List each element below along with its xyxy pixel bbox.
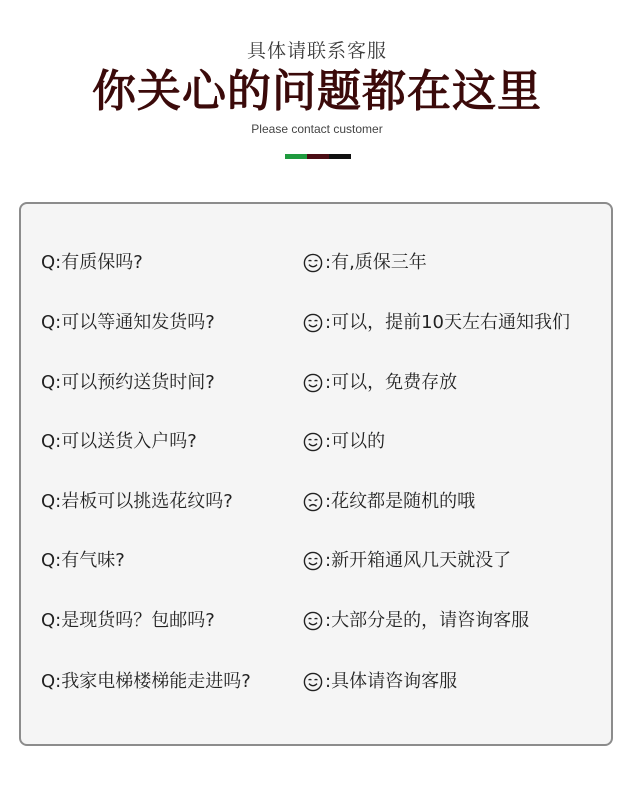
faq-question: Q:是现货吗？包邮吗? [41, 610, 215, 631]
smile-icon [303, 313, 323, 333]
smile-icon [303, 432, 323, 452]
faq-question: Q:可以预约送货时间? [41, 372, 215, 393]
faq-row [21, 427, 611, 457]
faq-answer [303, 546, 511, 576]
faq-answer [303, 427, 385, 457]
color-bar-maroon [307, 154, 329, 159]
faq-question: Q:可以送货入户吗? [41, 431, 197, 452]
faq-row [21, 368, 611, 398]
faq-row [21, 606, 611, 636]
smile-icon [303, 373, 323, 393]
faq-row [21, 546, 611, 576]
faq-answer-text: :可以的 [325, 431, 386, 452]
page-header [0, 0, 634, 190]
faq-answer [303, 667, 457, 697]
faq-answer-text: :具体请咨询客服 [325, 671, 458, 692]
smile-icon [303, 611, 323, 631]
faq-question: Q:岩板可以挑选花纹吗? [41, 491, 233, 512]
faq-question: Q:有质保吗? [41, 252, 143, 273]
faq-answer [303, 248, 427, 278]
faq-answer [303, 368, 457, 398]
faq-answer-text: :花纹都是随机的哦 [325, 491, 476, 512]
faq-answer-text: :新开箱通风几天就没了 [325, 550, 512, 571]
faq-question: Q:可以等通知发货吗? [41, 312, 215, 333]
smile-icon [303, 672, 323, 692]
faq-answer-text: :大部分是的，请咨询客服 [325, 610, 530, 631]
faq-answer-text: :可以，免费存放 [325, 372, 458, 393]
page-title: 你关心的问题都在这里 [92, 66, 542, 117]
faq-row [21, 248, 611, 278]
faq-panel [19, 202, 613, 746]
smile-icon [303, 253, 323, 273]
color-bar-divider [285, 154, 351, 159]
faq-answer [303, 606, 529, 636]
faq-row [21, 667, 611, 697]
header-subtitle-cn: 具体请联系客服 [246, 40, 387, 62]
faq-answer [303, 487, 475, 517]
faq-question: Q:有气味? [41, 550, 125, 571]
faq-answer-text: :有,质保三年 [325, 252, 427, 273]
color-bar-black [329, 154, 351, 159]
faq-answer-text: :可以，提前10天左右通知我们 [325, 312, 570, 333]
faq-question: Q:我家电梯楼梯能走进吗? [41, 671, 251, 692]
color-bar-green [285, 154, 307, 159]
faq-answer [303, 308, 570, 338]
faq-row [21, 487, 611, 517]
header-subtitle-en: Please contact customer [251, 122, 383, 136]
frown-icon [303, 492, 323, 512]
smile-icon [303, 551, 323, 571]
faq-row [21, 308, 611, 338]
